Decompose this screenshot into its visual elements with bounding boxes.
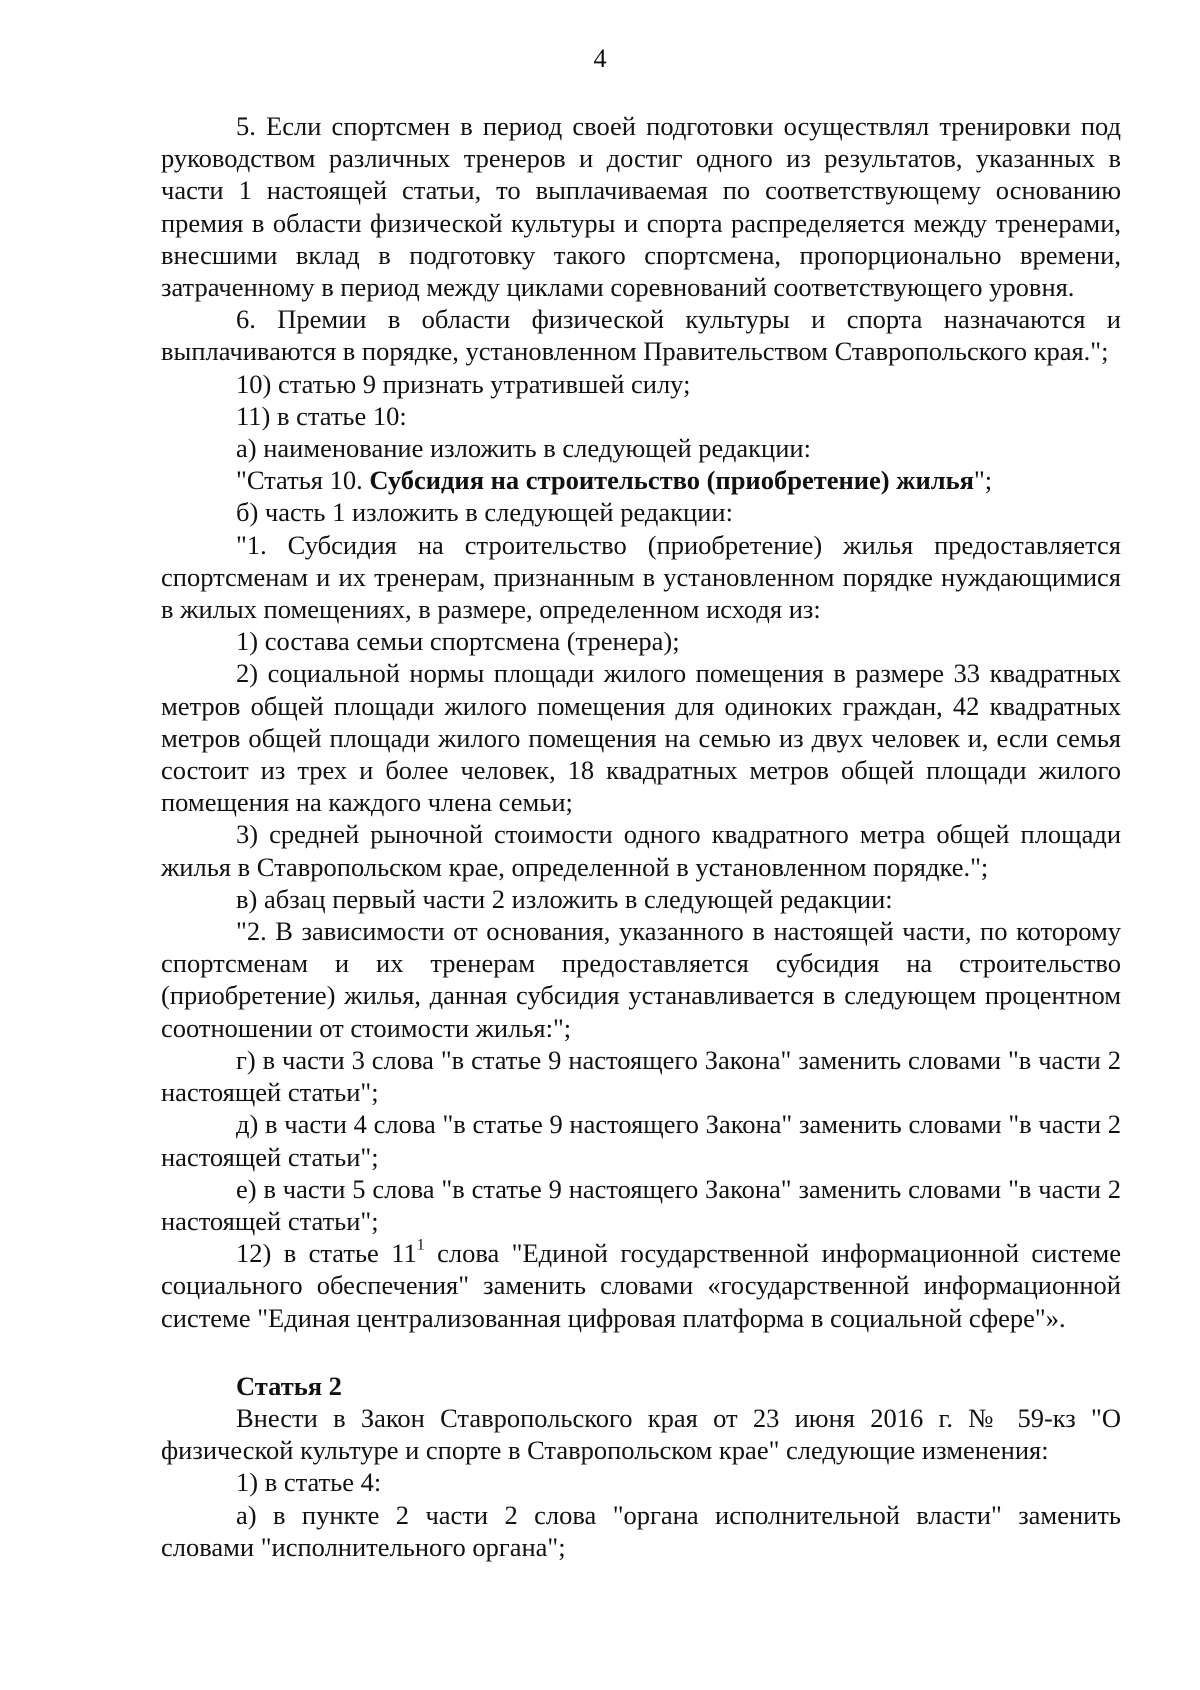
document-body	[161, 110, 1121, 1563]
item-12-article-11-1	[161, 1237, 1121, 1334]
subitem-e-part-5: е) в части 5 слова "в статье 9 настоящего Закона" заменить словами "в части 2 настоящей статьи";	[161, 1173, 1121, 1236]
paragraph-5-premium-distribution: 5. Если спортсмен в период своей подготовки осуществлял тренировки под руководством различных тренеров и достиг одного из результатов, указанных в части 1 настоящей статьи, то выплачиваемая по соответствующему основанию премия в области физической культуры и спорта распределяется между тренерами, внесшими вклад в подготовку такого спортсмена, пропорционально времени, затраченному в период между циклами соревнований соответствующего уровня.	[161, 111, 1121, 303]
article-10-suffix: ";	[973, 465, 993, 496]
subitem-g-part-3: г) в части 3 слова "в статье 9 настоящего Закона" заменить словами "в части 2 настоящей статьи";	[161, 1044, 1121, 1108]
article-10-title	[161, 464, 1121, 496]
article-10-prefix: "Статья 10.	[236, 465, 370, 496]
subitem-d-part-4: д) в части 4 слова "в статье 9 настоящего Закона" заменить словами "в части 2 настоящей статьи";	[161, 1109, 1121, 1172]
subitem-b-part-1: б) часть 1 изложить в следующей редакции:	[236, 497, 733, 528]
item-12-suffix: слова "Единой государственной информационной системе социального обеспечения" заменить словами «государственной информационной системе "Единая централизованная цифровая платформа в социальной сфере"».	[161, 1238, 1122, 1333]
article-2-intro: Внести в Закон Ставропольского края от 23 июня 2016 г. № 59-кз "О физической культуре и спорте в Ставропольском крае" следующие изменения:	[161, 1402, 1121, 1466]
clause-3-market-cost: 3) средней рыночной стоимости одного квадратного метра общей площади жилья в Ставропольском крае, определенной в установленном порядке.";	[161, 819, 1121, 882]
part-1-subsidy: "1. Субсидия на строительство (приобретение) жилья предоставляется спортсменам и их тренерам, признанным в установленном порядке нуждающимися в жилых помещениях, в размере, определенном исходя из:	[161, 529, 1121, 625]
article-2-item-1: 1) в статье 4:	[236, 1467, 382, 1498]
article-2-subitem-a: а) в пункте 2 части 2 слова "органа исполнительной власти" заменить словами "исполнительного органа";	[161, 1499, 1121, 1562]
item-10-article-9: 10) статью 9 признать утратившей силу;	[236, 368, 691, 399]
subitem-a-title: а) наименование изложить в следующей редакции:	[236, 433, 811, 464]
part-2-percent: "2. В зависимости от основания, указанного в настоящей части, по которому спортсменам и их тренерам предоставляется субсидия на строительство (приобретение) жилья, данная субсидия устанавливается в следующем процентном соотношении от стоимости жилья:";	[161, 916, 1121, 1043]
item-12-prefix: 12) в статье 11	[236, 1238, 417, 1269]
item-12-superscript: 1	[416, 1236, 425, 1254]
article-10-bold-title: Субсидия на строительство (приобретение) жилья	[369, 465, 974, 496]
subitem-v-part-2: в) абзац первый части 2 изложить в следующей редакции:	[236, 883, 893, 914]
item-11-article-10: 11) в статье 10:	[236, 400, 407, 431]
page-number: 4	[593, 44, 607, 73]
paragraph-6-premium-procedure: 6. Премии в области физической культуры и спорта назначаются и выплачиваются в порядке, установленном Правительством Ставропольского края.";	[161, 304, 1121, 367]
clause-1-family: 1) состава семьи спортсмена (тренера);	[236, 626, 680, 657]
article-2-heading: Статья 2	[236, 1370, 342, 1401]
clause-2-social-norm: 2) социальной нормы площади жилого помещения в размере 33 квадратных метров общей площади жилого помещения для одиноких граждан, 42 квадратных метров общей площади жилого помещения на семью из двух человек и, если семья состоит из трех и более человек, 18 квадратных метров общей площади жилого помещения на каждого члена семьи;	[161, 658, 1121, 818]
